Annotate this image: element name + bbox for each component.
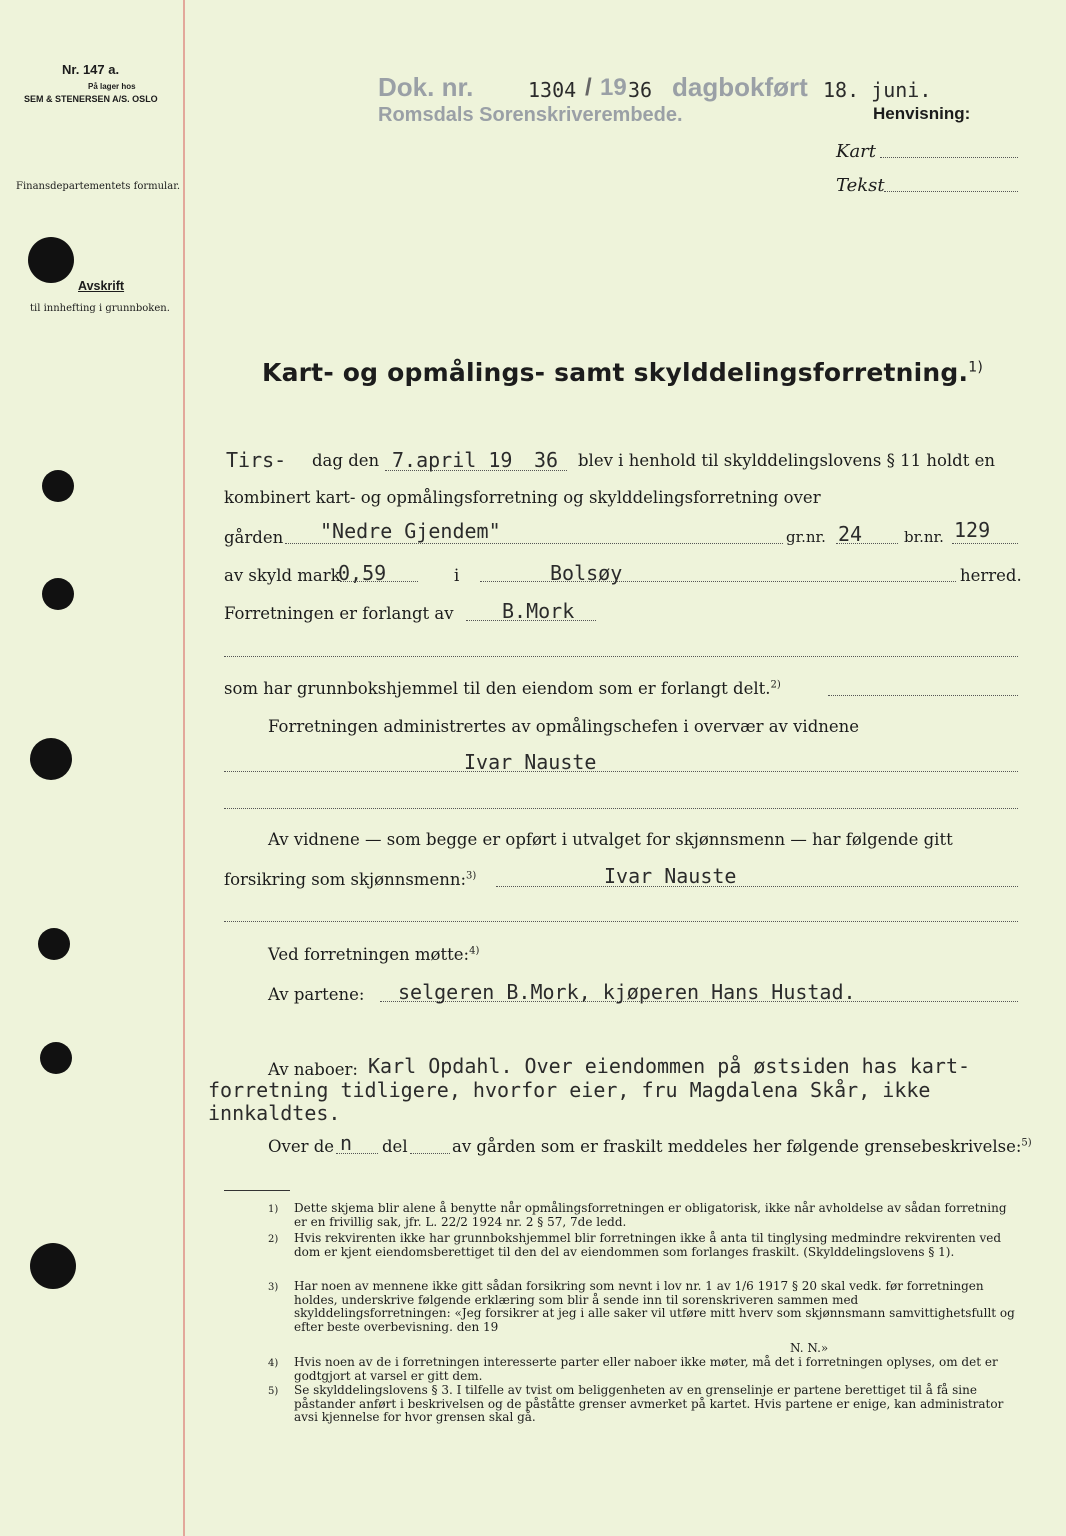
footnote-5: Se skylddelingslovens § 3. I tilfelle av tvist om beliggenheten av en grenselinje er partene berettiget til å få sine påstander anført i beskrivelsen og de påståtte grenser avmerket på kartet. Hvis partene er enige, kan administrator avsi kjennelse for hvor grensen skal gå. xyxy=(294,1383,1004,1425)
del-label: del xyxy=(382,1137,408,1156)
title-text: Kart- og opmålings- samt skylddelingsforretning. xyxy=(262,358,969,387)
tax-label: av skyld mark xyxy=(224,566,341,585)
document-title xyxy=(262,358,983,387)
witness-name: Ivar Nauste xyxy=(464,750,597,774)
requested-label: Forretningen er forlangt av xyxy=(224,604,454,623)
witness-line1: Av vidnene — som begge er opført i utvalget for skjønnsmenn — har følgende gitt xyxy=(268,830,953,849)
footnote-2: Hvis rekvirenten ikke har grunnbokshjemmel blir forretningen ikke å anta til tinglysing medmindre rekvirenten ved dom er kjent eiendomsberettiget til den del av eiendommen som forlanges fraskilt. (Skylddelingslovens § 1). xyxy=(294,1231,1002,1259)
year-typed-body: 36 xyxy=(534,448,559,472)
footnote-3-signature: N. N.» xyxy=(790,1341,829,1355)
copy-label: Avskrift xyxy=(78,279,125,293)
neighbors-label: Av naboer: xyxy=(268,1060,358,1079)
text-dotted-line xyxy=(884,191,1018,192)
ministry-form-label: Finansdepartementets formular. xyxy=(16,181,181,192)
over-label: Over de xyxy=(268,1137,335,1156)
parties-value: selgeren B.Mork, kjøperen Hans Hustad. xyxy=(398,980,856,1004)
line2-text: kombinert kart- og opmålingsforretning og skylddelingsforretning over xyxy=(224,488,821,507)
neighbors-line1: Karl Opdahl. Over eiendommen på østsiden has kart- xyxy=(368,1054,971,1078)
day-label: dag den xyxy=(312,451,380,470)
punch-hole xyxy=(30,1243,76,1289)
footnote-mark: 2) xyxy=(268,1234,279,1245)
punch-hole xyxy=(38,928,70,960)
brnr-dotted-line xyxy=(952,543,1018,544)
neighbors-line2: forretning tidligere, hvorfor eier, fru Magdalena Skår, ikke xyxy=(208,1078,931,1102)
doc-number-stamp: Dok. nr. xyxy=(378,72,474,102)
footnote-4: Hvis noen av de i forretningen interesserte parter eller naboer ikke møter, må det i forretningen oplyses, om det er godtgjort at varsel er gitt dem. xyxy=(294,1355,998,1383)
deed-footnote-ref: 2) xyxy=(770,679,781,691)
footnote-mark: 4) xyxy=(268,1358,279,1369)
municipality: Bolsøy xyxy=(550,561,623,585)
brnr-label: br.nr. xyxy=(904,528,944,546)
deed-text: som har grunnbokshjemmel til den eiendom som er forlangt delt. xyxy=(224,679,771,698)
boundary-footnote-ref: 5) xyxy=(1021,1137,1032,1149)
neighbors-line3: innkaldtes. xyxy=(208,1101,341,1125)
attended-footnote-ref: 4) xyxy=(469,945,480,957)
assurance-name: Ivar Nauste xyxy=(604,864,737,888)
footnote-mark: 5) xyxy=(268,1386,279,1397)
footnote-mark: 1) xyxy=(268,1204,279,1215)
punch-hole xyxy=(42,578,74,610)
district-label: herred. xyxy=(960,566,1022,585)
logged-date: 18. juni. xyxy=(823,78,932,102)
del-dotted-line xyxy=(410,1153,450,1154)
witness-dotted-line xyxy=(224,771,1018,772)
attended-text: Ved forretningen møtte: xyxy=(268,945,470,964)
farm-label: gården xyxy=(224,528,284,547)
witness-dotted-line-2 xyxy=(224,808,1018,809)
footnote-3: Har noen av mennene ikke gitt sådan forsikring som nevnt i lov nr. 1 av 1/6 1917 § 20 skal vedk. før forretningen holdes, underskrive følgende erklæring som blir å sende inn til sorenskriveren sammen med skylddelingsforretningen: «Jeg forsikrer at jeg i alle saker vil utføre mitt hverv som skjønnsmann samvittighetsfullt og efter beste overbevisning. den 19 xyxy=(294,1279,1015,1334)
fraction-typed: n xyxy=(340,1131,353,1155)
map-label: Kart xyxy=(836,141,877,162)
weekday-typed: Tirs- xyxy=(226,448,287,472)
footnote-mark: 3) xyxy=(268,1282,279,1293)
blank-dotted-line xyxy=(224,656,1018,657)
office-stamp: Romsdals Sorenskriverembede. xyxy=(378,104,683,126)
footnote-rule xyxy=(224,1190,290,1191)
publisher-line: På lager hos xyxy=(88,82,136,91)
punch-hole xyxy=(28,237,74,283)
footnote-1: Dette skjema blir alene å benytte når opmålingsforretningen er obligatorisk, ikke når avholdelse av sådan forretning er en frivillig sak, jfr. L. 22/2 1924 nr. 2 § 57, 7de ledd. xyxy=(294,1201,1007,1229)
requested-by: B.Mork xyxy=(502,599,575,623)
punch-hole xyxy=(30,738,72,780)
grnr-label: gr.nr. xyxy=(786,528,826,546)
boundary-text: av gården som er fraskilt meddeles her følgende grensebeskrivelse: xyxy=(452,1137,1022,1156)
deed-line xyxy=(224,679,781,698)
year-stamp: 19 xyxy=(600,74,627,101)
line1-rest: blev i henhold til skylddelingslovens § 11 holdt en xyxy=(578,451,995,470)
admin-line: Forretningen administrertes av opmålingschefen i overvær av vidnene xyxy=(268,717,860,736)
assurance-dotted-line xyxy=(496,886,1018,887)
title-footnote-ref: 1) xyxy=(968,359,983,376)
deed-dotted-line xyxy=(828,695,1018,696)
text-label: Tekst xyxy=(836,175,885,196)
boundary-line xyxy=(452,1137,1032,1156)
doc-number: 1304 xyxy=(528,78,577,102)
brnr-value: 129 xyxy=(954,518,991,542)
form-number: Nr. 147 a. xyxy=(62,62,120,77)
attended-label xyxy=(268,945,479,964)
copy-note: til innhefting i grunnboken. xyxy=(30,303,170,314)
reference-label: Henvisning: xyxy=(873,104,971,123)
assurance-label xyxy=(224,870,476,889)
tax-value: 0,59 xyxy=(338,561,387,585)
assurance-dotted-line-2 xyxy=(224,921,1018,922)
map-dotted-line xyxy=(880,157,1018,158)
doc-separator: / xyxy=(585,74,592,101)
assurance-text: forsikring som skjønnsmenn: xyxy=(224,870,467,889)
farm-dotted-line xyxy=(285,543,783,544)
farm-name: "Nedre Gjendem" xyxy=(320,519,501,543)
assurance-footnote-ref: 3) xyxy=(466,870,477,882)
punch-hole xyxy=(40,1042,72,1074)
punch-hole xyxy=(42,470,74,502)
date-typed: 7.april 19 xyxy=(392,448,513,472)
logged-stamp: dagbokført xyxy=(672,72,808,102)
publisher-name: SEM & STENERSEN A/S. OSLO xyxy=(24,94,158,104)
year-typed: 36 xyxy=(628,78,653,102)
margin-rule xyxy=(183,0,185,1536)
parties-label: Av partene: xyxy=(268,985,365,1004)
in-label: i xyxy=(454,566,460,585)
grnr-value: 24 xyxy=(838,522,863,546)
